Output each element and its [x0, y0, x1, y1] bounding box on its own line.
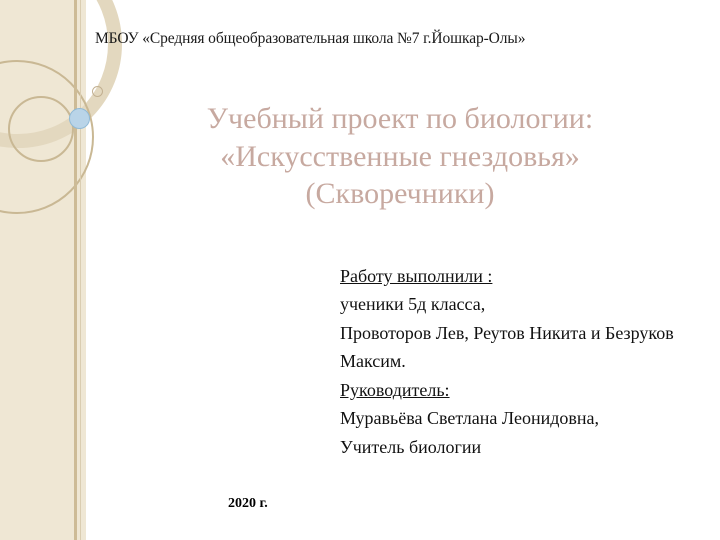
supervisor-name: Муравьёва Светлана Леонидовна, — [340, 408, 600, 429]
decorative-ring-icon — [92, 86, 103, 97]
title-line-2: «Искусственные гнездовья» — [220, 139, 580, 173]
year-label: 2020 г. — [228, 496, 268, 511]
authors-block — [340, 262, 710, 461]
authors-heading: Работу выполнили : — [340, 266, 493, 286]
supervisor-heading: Руководитель: — [340, 379, 450, 400]
authors-class: ученики 5д класса, — [340, 294, 486, 315]
slide-title — [100, 100, 700, 213]
school-name: МБОУ «Средняя общеобразовательная школа №7 г.Йошкар-Олы» — [95, 30, 526, 47]
title-line-1: Учебный проект по биологии: — [206, 102, 594, 135]
supervisor-role: Учитель биологии — [340, 436, 482, 457]
decorative-blue-dot-icon — [69, 108, 90, 129]
band-rule-thin — [80, 0, 81, 540]
band-rule — [74, 0, 77, 540]
decorative-arc-small-icon — [8, 96, 74, 162]
left-decorative-band — [0, 0, 86, 540]
authors-names: Провоторов Лев, Реутов Никита и Безруков Максим. — [340, 322, 674, 372]
title-line-3: (Скворечники) — [305, 177, 495, 210]
